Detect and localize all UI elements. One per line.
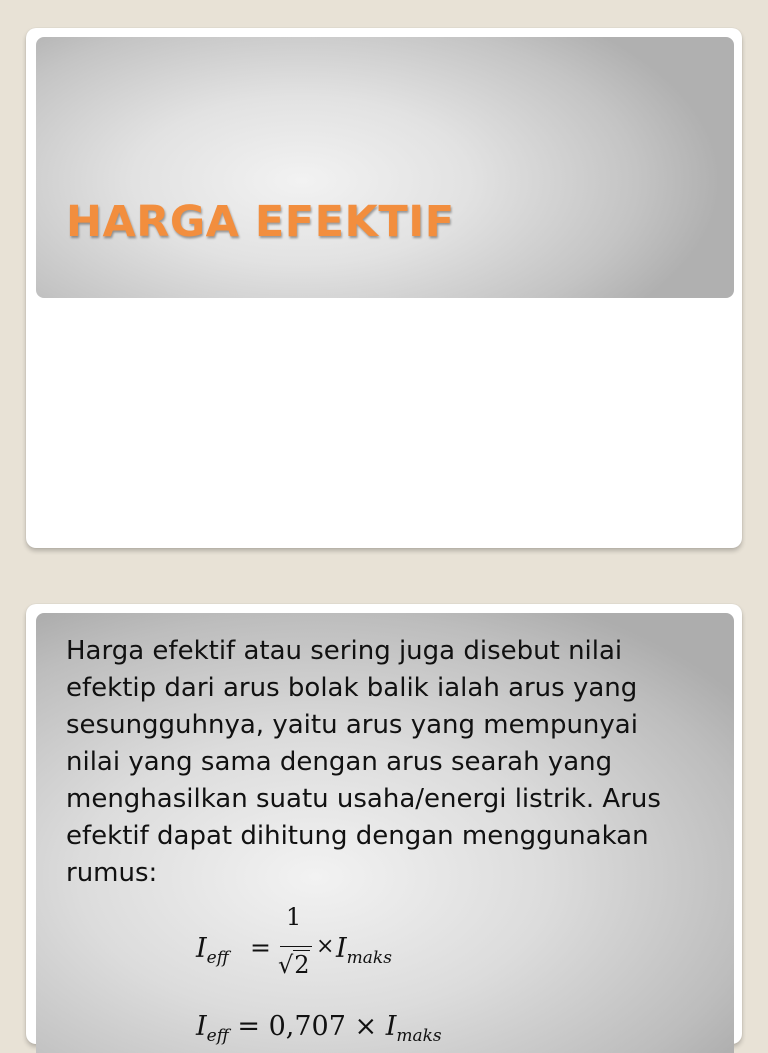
current-symbol: I [196, 933, 207, 964]
times-sign: × [354, 1011, 378, 1042]
slide-2 [26, 604, 742, 1044]
fraction [280, 903, 310, 989]
current-symbol: I [336, 933, 347, 964]
formula-lhs [196, 933, 229, 968]
slide-1 [26, 28, 742, 548]
fraction-bar [280, 946, 312, 947]
subscript-maks: maks [346, 948, 392, 968]
sqrt-icon: √ [278, 951, 294, 979]
radicand: 2 [294, 951, 310, 979]
fraction-numerator: 1 [286, 903, 302, 931]
equals-sign: = [250, 933, 271, 962]
current-symbol: I [196, 1011, 207, 1042]
subscript-maks: maks [396, 1026, 442, 1046]
times-sign: × [316, 934, 335, 959]
formula-effective-current-decimal [196, 1011, 442, 1046]
subscript-eff: eff [206, 1026, 229, 1046]
subscript-eff: eff [206, 948, 229, 968]
body-paragraph: Harga efektif atau sering juga disebut nilai efektip dari arus bolak balik ialah arus yang sesungguhnya, yaitu arus yang mempunyai nilai yang sama dengan arus searah yang menghasilkan suatu usaha/energi listrik. Arus efektif dapat dihitung dengan menggunakan rumus: [66, 636, 661, 888]
coefficient: 0,707 [268, 1011, 346, 1042]
title-panel [36, 37, 734, 298]
formula-rhs [336, 933, 392, 968]
equals-sign: = [237, 1011, 260, 1042]
current-symbol: I [385, 1011, 397, 1042]
content-panel [36, 613, 734, 1053]
fraction-denominator [278, 951, 310, 979]
slide-title: HARGA EFEKTIF [66, 197, 455, 247]
